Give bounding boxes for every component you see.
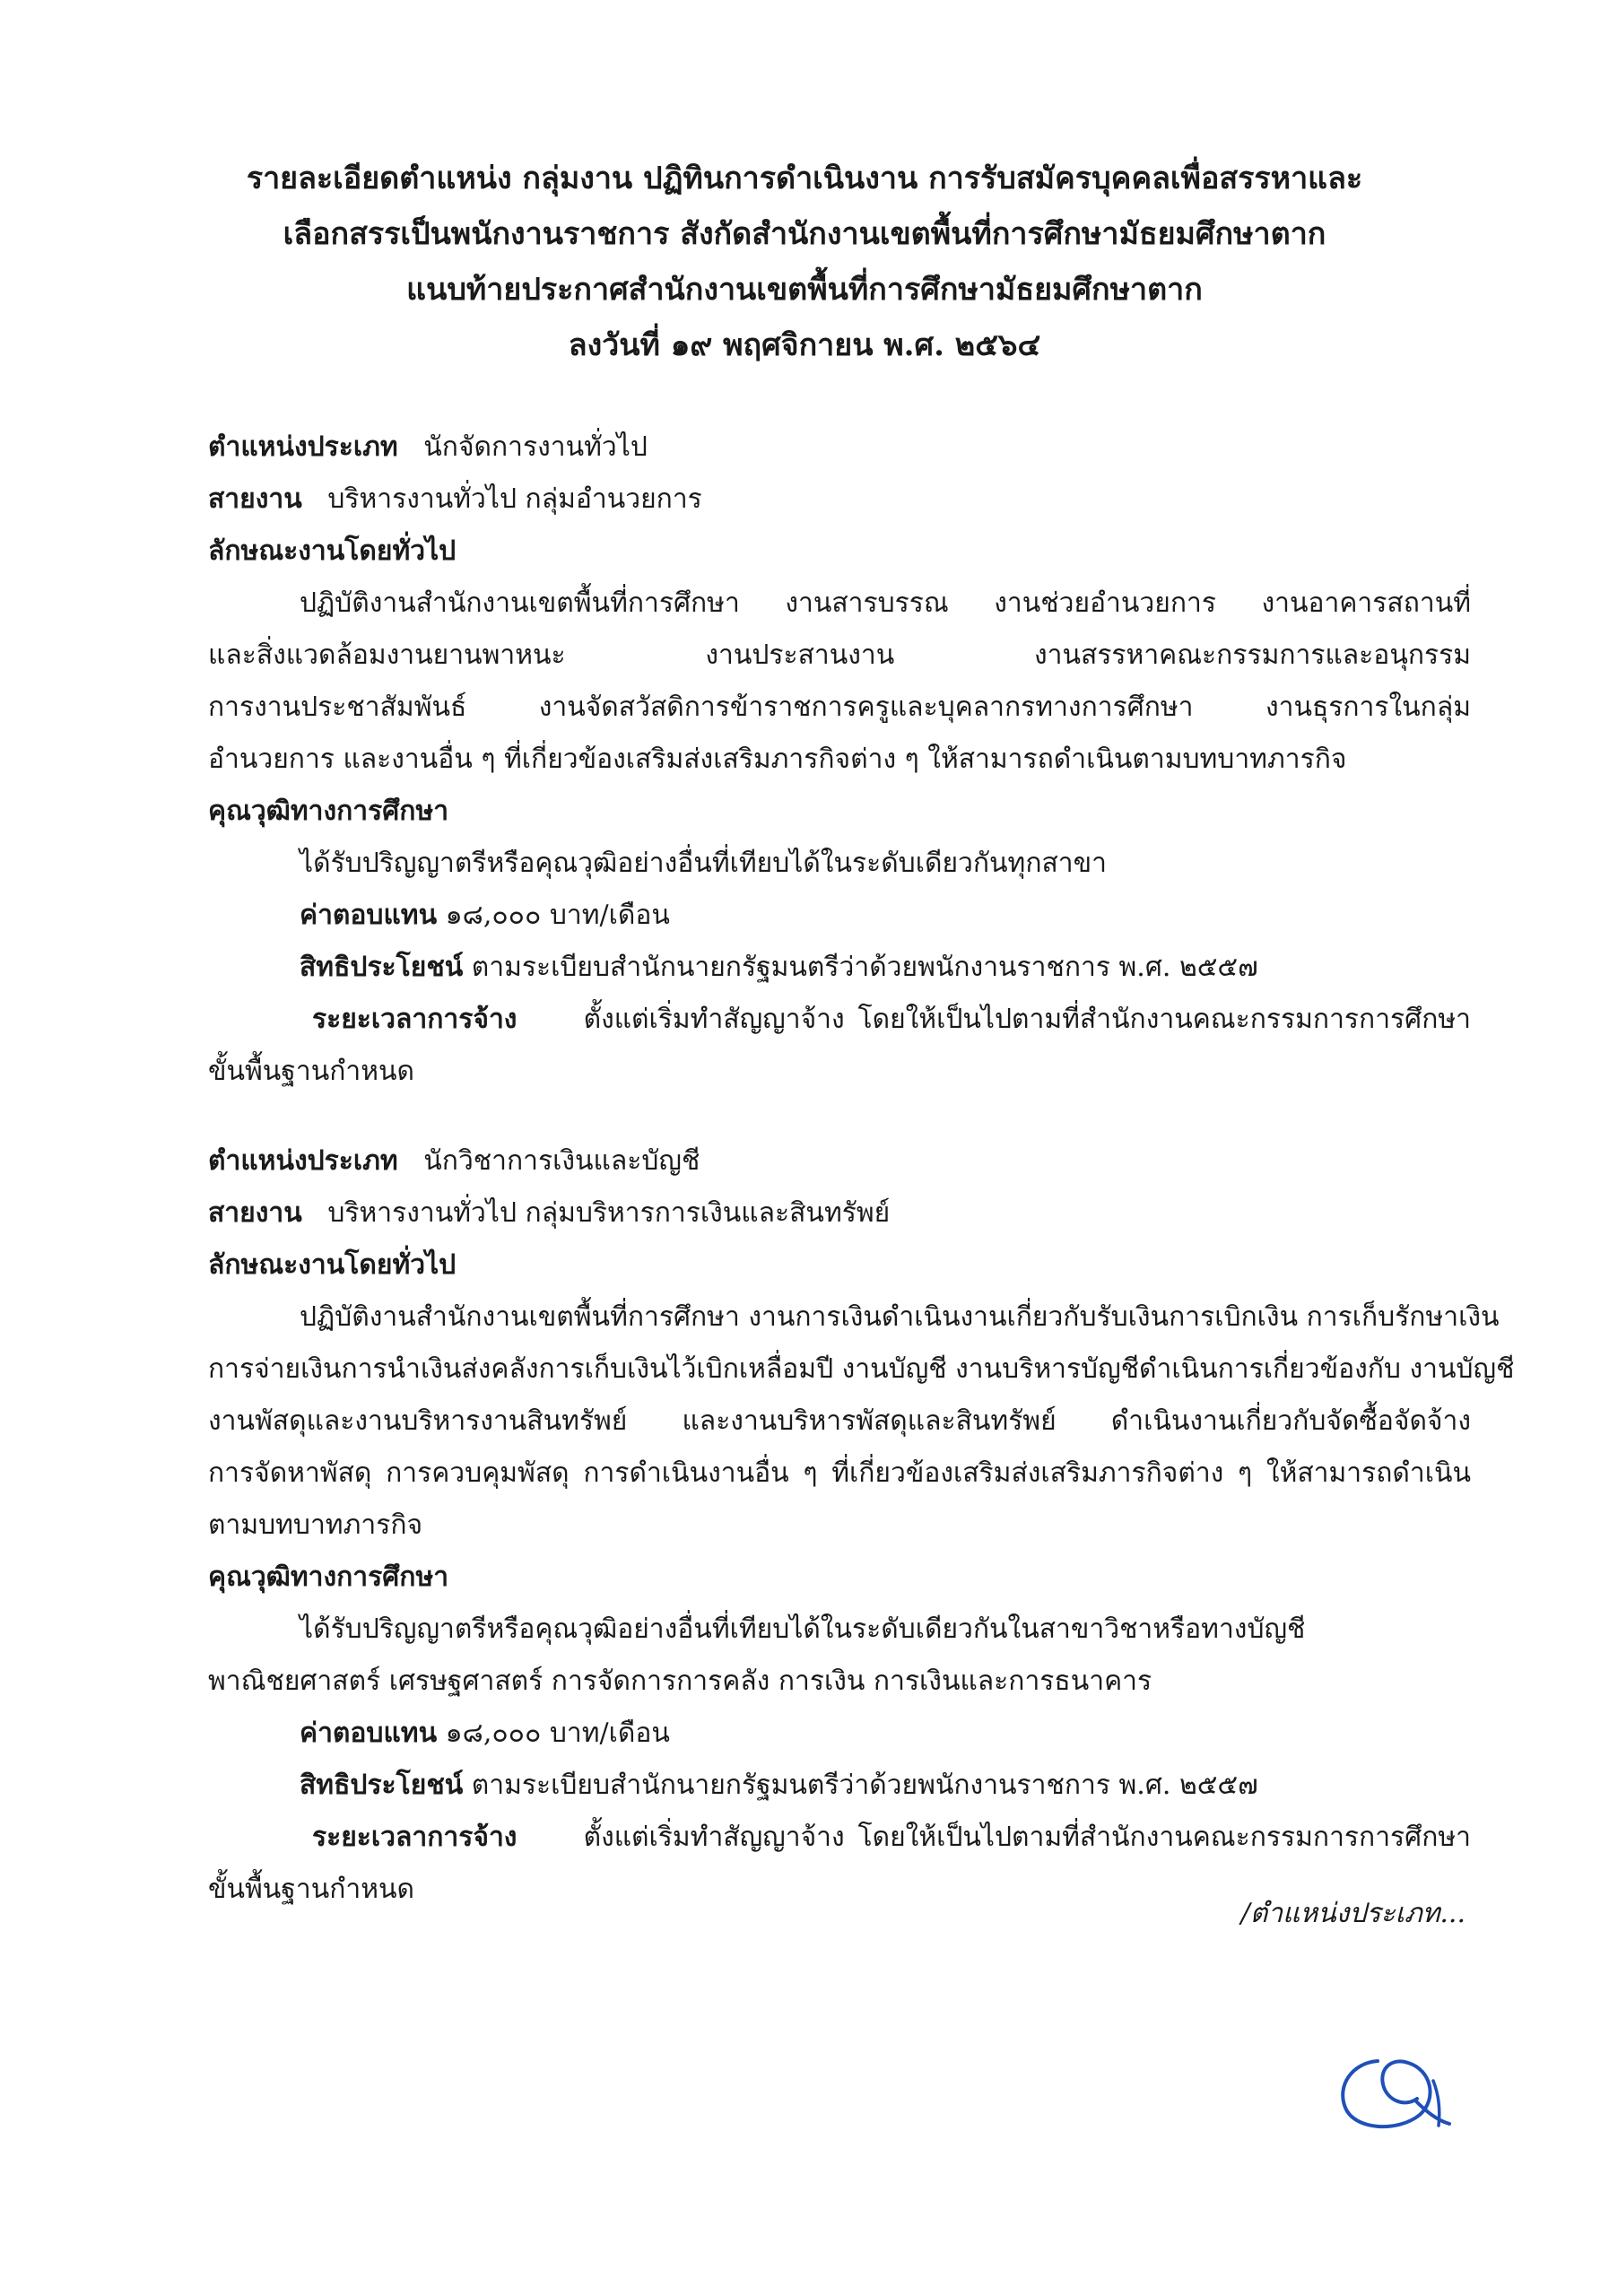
line-of-work-row xyxy=(208,1187,1471,1239)
job-nature-line: อำนวยการ และงานอื่น ๆ ที่เกี่ยวข้องเสริมส่งเสริมภารกิจต่าง ๆ ให้สามารถดำเนินตามบทบาทภารกิจ xyxy=(208,744,1347,775)
employment-period-value: ตั้งแต่เริ่มทำสัญญาจ้าง โดยให้เป็นไปตามที่สำนักงานคณะกรรมการการศึกษา xyxy=(583,1822,1471,1853)
compensation-row xyxy=(208,1708,1471,1760)
job-nature-line: ปฏิบัติงานสำนักงานเขตพื้นที่การศึกษา งานการเงินดำเนินงานเกี่ยวกับรับเงินการเบิกเงิน การเก็บรักษาเงิน xyxy=(300,1301,1500,1333)
compensation-row xyxy=(208,890,1471,942)
position-section-2 xyxy=(208,1135,1515,1916)
line-of-work-value: บริหารงานทั่วไป กลุ่มบริหารการเงินและสินทรัพย์ xyxy=(327,1197,891,1229)
position-type-value: นักจัดการงานทั่วไป xyxy=(423,431,648,463)
benefits-label: สิทธิประโยชน์ xyxy=(300,1770,464,1801)
job-nature-line: ปฏิบัติงานสำนักงานเขตพื้นที่การศึกษา งานสารบรรณ งานช่วยอำนวยการ งานอาคารสถานที่ xyxy=(300,587,1471,619)
signature-initials-icon xyxy=(1326,2045,1460,2144)
job-nature-line: งานพัสดุและงานบริหารงานสินทรัพย์ และงานบริหารพัสดุและสินทรัพย์ ดำเนินงานเกี่ยวกับจัดซื้อจัดจ้าง xyxy=(208,1405,1471,1437)
job-nature-heading: ลักษณะงานโดยทั่วไป xyxy=(208,535,457,567)
line-of-work-label: สายงาน xyxy=(208,1197,302,1229)
line-of-work-label: สายงาน xyxy=(208,483,302,515)
compensation-value: ๑๘,๐๐๐ บาท/เดือน xyxy=(445,1718,670,1749)
job-nature-line: การจัดหาพัสดุ การควบคุมพัสดุ การดำเนินงานอื่น ๆ ที่เกี่ยวข้องเสริมส่งเสริมภารกิจต่าง ๆ ให้สามารถดำเนิน xyxy=(208,1457,1471,1489)
compensation-label: ค่าตอบแทน xyxy=(300,900,438,931)
document-body xyxy=(208,422,1515,1916)
position-type-label: ตำแหน่งประเภท xyxy=(208,431,398,463)
benefits-row xyxy=(208,942,1471,994)
benefits-value: ตามระเบียบสำนักนายกรัฐมนตรีว่าด้วยพนักงานราชการ พ.ศ. ๒๕๕๗ xyxy=(471,952,1258,983)
continued-marker: /ตำแหน่งประเภท... xyxy=(1240,1898,1465,1929)
position-type-label: ตำแหน่งประเภท xyxy=(208,1145,398,1177)
document-title xyxy=(161,151,1448,373)
title-line-4: ลงวันที่ ๑๙ พฤศจิกายน พ.ศ. ๒๕๖๔ xyxy=(568,327,1041,363)
title-line-1: รายละเอียดตำแหน่ง กลุ่มงาน ปฏิทินการดำเนินงาน การรับสมัครบุคคลเพื่อสรรหาและ xyxy=(246,161,1363,196)
job-nature-line: และสิ่งแวดล้อมงานยานพาหนะ งานประสานงาน งานสรรหาคณะกรรมการและอนุกรรม xyxy=(208,639,1471,671)
job-nature-line: การจ่ายเงินการนำเงินส่งคลังการเก็บเงินไว้เบิกเหลื่อมปี งานบัญชี งานบริหารบัญชีดำเนินการเกี่ยวข้องกับ งานบัญชี xyxy=(208,1353,1515,1385)
qualification-heading: คุณวุฒิทางการศึกษา xyxy=(208,796,449,827)
employment-period-label: ระยะเวลาการจ้าง xyxy=(312,1822,517,1853)
employment-period-row xyxy=(208,994,1471,1046)
employment-period-continuation: ขั้นพื้นฐานกำหนด xyxy=(208,1056,414,1087)
job-nature-heading: ลักษณะงานโดยทั่วไป xyxy=(208,1249,457,1281)
position-type-row xyxy=(208,422,1471,474)
position-section-1 xyxy=(208,422,1471,1098)
line-of-work-row xyxy=(208,474,1471,526)
qualification-line: ได้รับปริญญาตรีหรือคุณวุฒิอย่างอื่นที่เทียบได้ในระดับเดียวกันทุกสาขา xyxy=(300,848,1107,879)
benefits-value: ตามระเบียบสำนักนายกรัฐมนตรีว่าด้วยพนักงานราชการ พ.ศ. ๒๕๕๗ xyxy=(471,1770,1258,1801)
compensation-value: ๑๘,๐๐๐ บาท/เดือน xyxy=(445,900,670,931)
position-type-value: นักวิชาการเงินและบัญชี xyxy=(423,1145,700,1177)
job-nature-line: การงานประชาสัมพันธ์ งานจัดสวัสดิการข้าราชการครูและบุคลากรทางการศึกษา งานธุรการในกลุ่ม xyxy=(208,691,1471,723)
benefits-label: สิทธิประโยชน์ xyxy=(300,952,464,983)
line-of-work-value: บริหารงานทั่วไป กลุ่มอำนวยการ xyxy=(327,483,702,515)
qualification-line: ได้รับปริญญาตรีหรือคุณวุฒิอย่างอื่นที่เทียบได้ในระดับเดียวกันในสาขาวิชาหรือทางบัญชี xyxy=(300,1613,1306,1645)
benefits-row xyxy=(208,1760,1471,1812)
qualification-line: พาณิชยศาสตร์ เศรษฐศาสตร์ การจัดการการคลัง การเงิน การเงินและการธนาคาร xyxy=(208,1665,1152,1697)
compensation-label: ค่าตอบแทน xyxy=(300,1718,438,1749)
title-line-3: แนบท้ายประกาศสำนักงานเขตพื้นที่การศึกษามัธยมศึกษาตาก xyxy=(406,272,1203,308)
position-type-row xyxy=(208,1135,1471,1187)
employment-period-continuation: ขั้นพื้นฐานกำหนด xyxy=(208,1874,414,1905)
job-nature-line: ตามบทบาทภารกิจ xyxy=(208,1509,423,1541)
qualification-heading: คุณวุฒิทางการศึกษา xyxy=(208,1561,449,1593)
employment-period-row xyxy=(208,1812,1471,1864)
employment-period-label: ระยะเวลาการจ้าง xyxy=(312,1004,517,1035)
title-line-2: เลือกสรรเป็นพนักงานราชการ สังกัดสำนักงานเขตพื้นที่การศึกษามัธยมศึกษาตาก xyxy=(283,216,1326,252)
section-gap xyxy=(208,1098,1471,1135)
employment-period-value: ตั้งแต่เริ่มทำสัญญาจ้าง โดยให้เป็นไปตามที่สำนักงานคณะกรรมการการศึกษา xyxy=(583,1004,1471,1035)
